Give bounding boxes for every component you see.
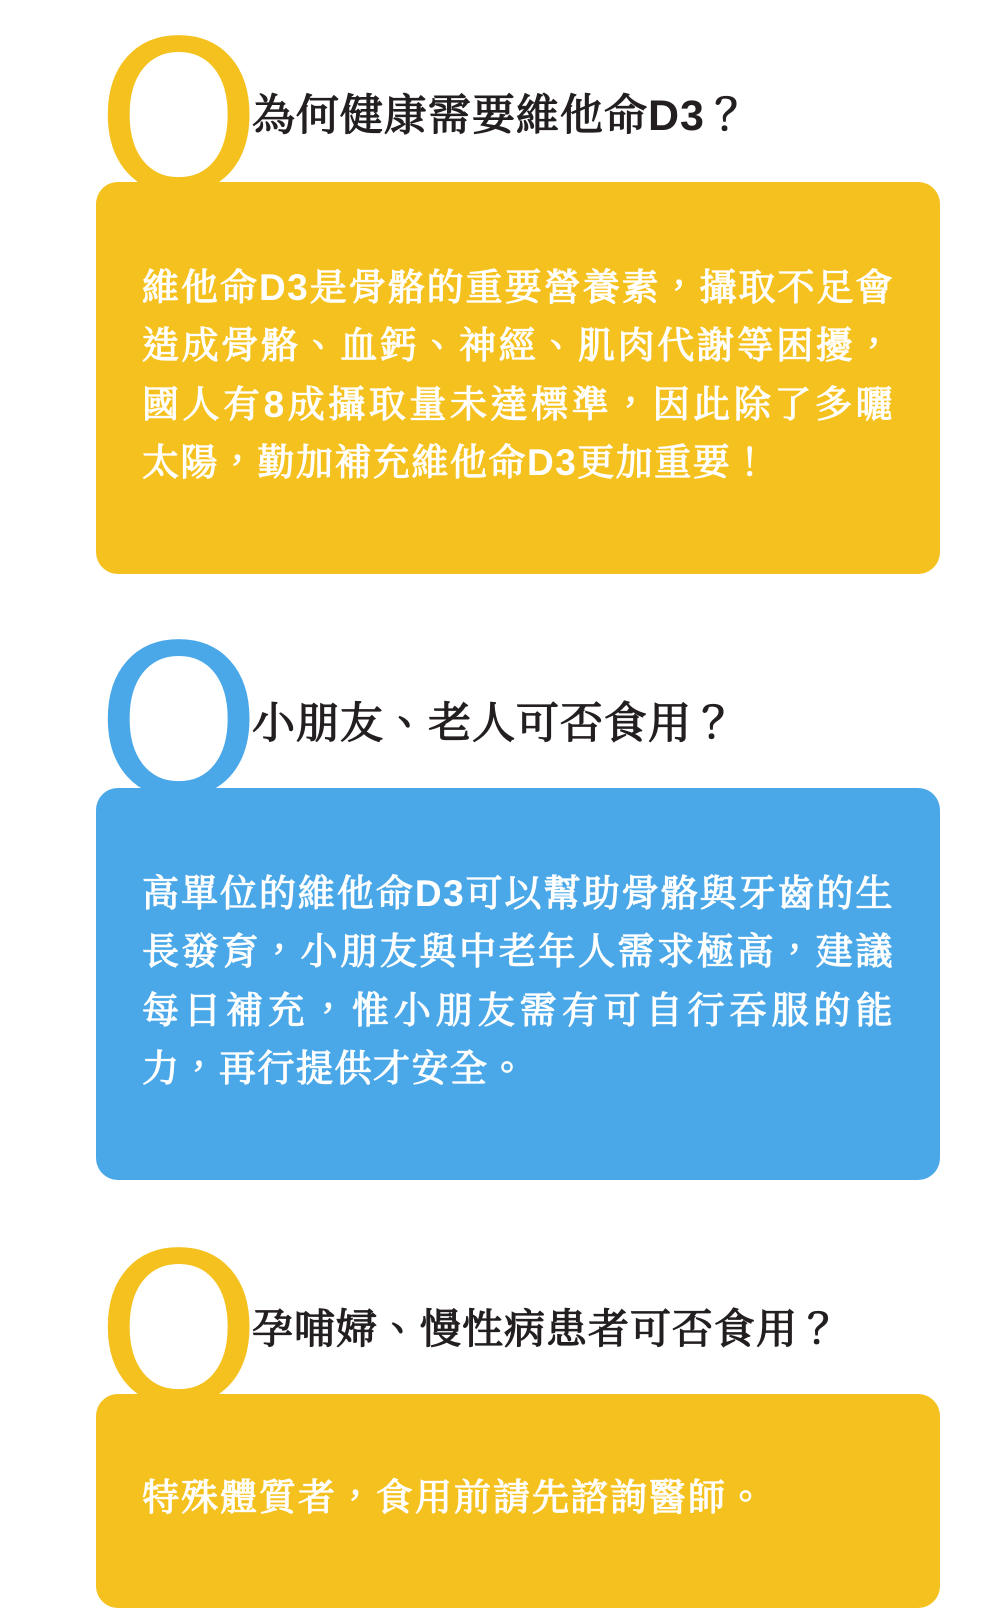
faq-item-3 bbox=[0, 1207, 1000, 1608]
question-mark-letter-icon: Q bbox=[96, 0, 262, 241]
faq-question-header-3 bbox=[0, 1207, 1000, 1453]
faq-answer-card-2 bbox=[96, 788, 940, 1180]
faq-question-header-1 bbox=[0, 0, 1000, 241]
question-mark-letter-icon: Q bbox=[96, 599, 262, 845]
faq-answer-text-3: 特殊體質者，食用前請先諮詢醫師。 bbox=[142, 1476, 766, 1518]
faq-question-header-2 bbox=[0, 599, 1000, 845]
faq-answer-text-2: 高單位的維他命D3可以幫助骨骼與牙齒的生長發育，小朋友與中老年人需求極高，建議每日補充，惟小朋友需有可自行吞服的能力，再行提供才安全。 bbox=[142, 872, 894, 1090]
question-mark-letter-icon: Q bbox=[96, 1207, 262, 1453]
faq-answer-text-1: 維他命D3是骨骼的重要營養素，攝取不足會造成骨骼、血鈣、神經、肌肉代謝等困擾，國人有8成攝取量未達標準，因此除了多曬太陽，勤加補充維他命D3更加重要！ bbox=[142, 267, 894, 484]
faq-item-1 bbox=[0, 0, 1000, 574]
faq-question-text-2: 小朋友、老人可否食用？ bbox=[252, 699, 736, 748]
faq-question-text-1: 為何健康需要維他命D3？ bbox=[252, 92, 749, 140]
faq-question-text-3: 孕哺婦、慢性病患者可否食用？ bbox=[252, 1305, 840, 1352]
faq-item-2 bbox=[0, 599, 1000, 1180]
